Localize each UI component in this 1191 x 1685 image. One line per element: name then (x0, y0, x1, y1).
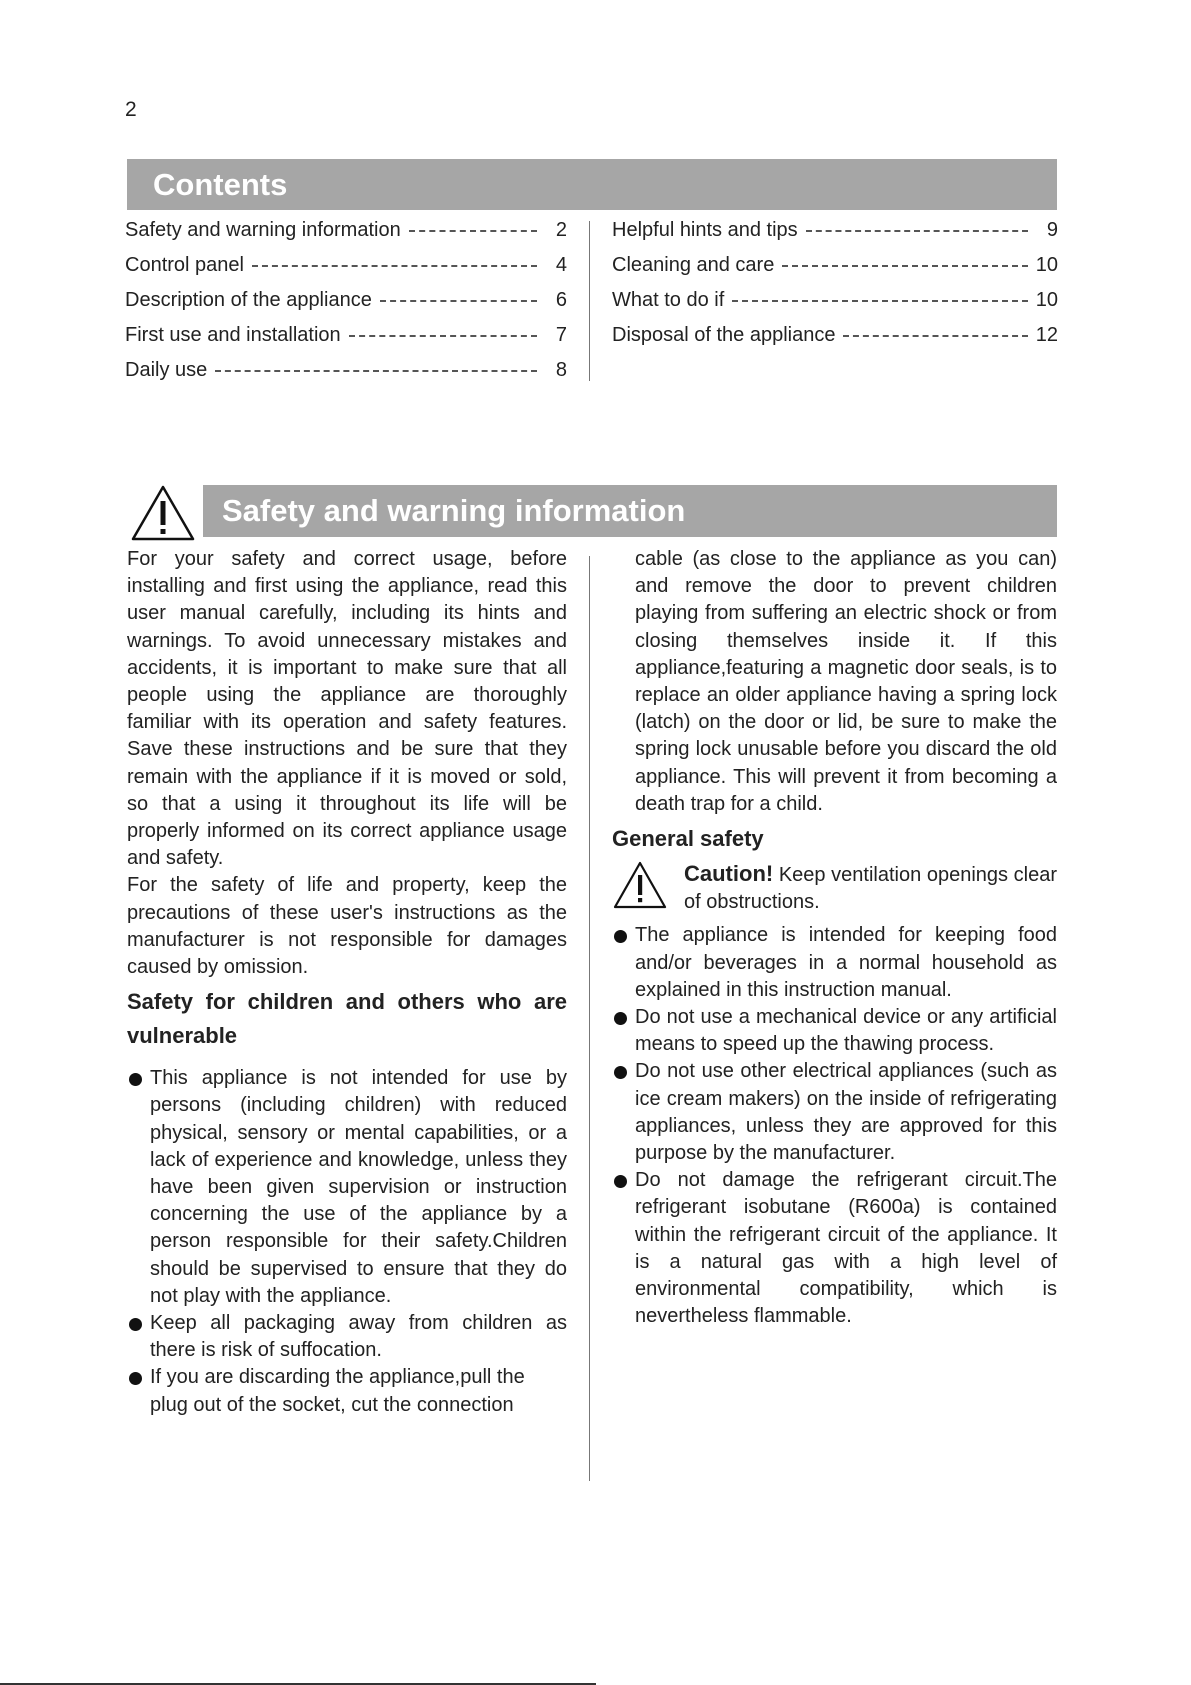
list-item: This appliance is not intended for use by persons (including children) with reduced physical, sensory or mental capabilities, or a lack of experience and knowledge, unless they have been given supervision or instruction concerning the use of the appliance by a person responsible for their safety.Children should be supervised to ensure that they do not play with the appliance. (127, 1065, 567, 1310)
toc-entry-label: Disposal of the appliance (612, 324, 836, 346)
toc-leader (349, 335, 537, 337)
children-safety-heading: Safety for children and others who are vulnerable (127, 989, 567, 1049)
list-item: The appliance is intended for keeping food and/or beverages in a normal household as explained in this instruction manual. (612, 922, 1057, 1004)
intro-paragraph: For your safety and correct usage, before installing and first using the appliance, read this user manual carefully, including its hints and warnings. To avoid unnecessary mistakes and accidents, it is important to make sure that all people using the appliance are thoroughly familiar with its operation and safety features. Save these instructions and be sure that they remain with the appliance if it is moved or sold, so that a using it throughout its life will be properly informed on its correct appliance usage and safety. (127, 548, 567, 870)
toc-entry-label: What to do if (612, 289, 725, 311)
toc-entry-label: Daily use (125, 359, 208, 381)
intro-paragraph: For the safety of life and property, keep the precautions of these user's instructions as the manufacturer is not responsible for damages caused by omission. (127, 874, 567, 979)
toc-leader (732, 300, 1027, 302)
toc-entry-page: 2 (555, 219, 567, 241)
continued-paragraph: cable (as close to the appliance as you can) and remove the door to prevent children playing from suffering an electric shock or from closing themselves inside it. If this appliance,featuring a magnetic door seals, is to replace an older appliance having a spring lock (latch) on the door or lid, be sure to make the spring lock unusable before you discard the old appliance. This will prevent it from becoming a death trap for a child. (635, 548, 1057, 815)
toc-entry-page: 7 (555, 324, 567, 346)
toc-right-column (612, 213, 1058, 353)
column-divider (589, 221, 590, 381)
toc-entry-label: Control panel (125, 254, 244, 276)
toc-entry[interactable] (125, 318, 567, 353)
warning-triangle-icon (612, 860, 668, 910)
toc-leader (843, 335, 1027, 337)
toc-entry-page: 9 (1046, 219, 1058, 241)
caution-text: Keep ventilation openings clear of obstructions. (684, 864, 1057, 914)
toc-entry[interactable] (612, 248, 1058, 283)
toc-entry-label: Safety and warning information (125, 219, 401, 241)
toc-entry[interactable] (125, 353, 567, 388)
toc-leader (252, 265, 537, 267)
toc-leader (409, 230, 537, 232)
caution-label: Caution! (684, 861, 774, 887)
toc-entry[interactable] (125, 283, 567, 318)
column-divider (589, 556, 590, 1481)
list-item: Do not damage the refrigerant circuit.The refrigerant isobutane (R600a) is contained within the refrigerant circuit of the appliance. It is a natural gas with a high level of environmental compatibility, which is nevertheless flammable. (612, 1167, 1057, 1330)
safety-right-column (612, 546, 1057, 1330)
toc-entry-label: Cleaning and care (612, 254, 775, 276)
toc-entry[interactable] (125, 213, 567, 248)
toc-entry-label: Description of the appliance (125, 289, 372, 311)
safety-left-column (127, 546, 567, 1419)
toc-entry[interactable] (612, 283, 1058, 318)
warning-triangle-icon (130, 484, 196, 542)
page-number: 2 (125, 98, 137, 121)
toc-entry[interactable] (125, 248, 567, 283)
children-safety-list (127, 1065, 567, 1419)
toc-entry[interactable] (612, 213, 1058, 248)
caution-note (612, 860, 1057, 916)
toc-left-column (125, 213, 567, 388)
toc-entry-label: Helpful hints and tips (612, 219, 798, 241)
list-item: If you are discarding the appliance,pull the plug out of the socket, cut the connection (127, 1364, 567, 1418)
toc-entry-page: 10 (1035, 254, 1058, 276)
toc-entry-page: 8 (555, 359, 567, 381)
toc-entry-page: 12 (1035, 324, 1058, 346)
list-item: Do not use other electrical appliances (such as ice cream makers) on the inside of refrigerating appliances, unless they are approved for this purpose by the manufacturer. (612, 1058, 1057, 1167)
contents-heading: Contents (127, 159, 1057, 210)
toc-leader (806, 230, 1028, 232)
toc-entry-label: First use and installation (125, 324, 341, 346)
toc-entry-page: 10 (1035, 289, 1058, 311)
toc-leader (215, 370, 537, 372)
toc-entry[interactable] (612, 318, 1058, 353)
list-item: Keep all packaging away from children as there is risk of suffocation. (127, 1310, 567, 1364)
list-item: Do not use a mechanical device or any artificial means to speed up the thawing process. (612, 1004, 1057, 1058)
safety-heading: Safety and warning information (203, 485, 1057, 537)
toc-leader (380, 300, 537, 302)
toc-entry-page: 6 (555, 289, 567, 311)
general-safety-list (612, 922, 1057, 1330)
toc-leader (782, 265, 1027, 267)
general-safety-heading: General safety (612, 826, 764, 852)
toc-entry-page: 4 (555, 254, 567, 276)
